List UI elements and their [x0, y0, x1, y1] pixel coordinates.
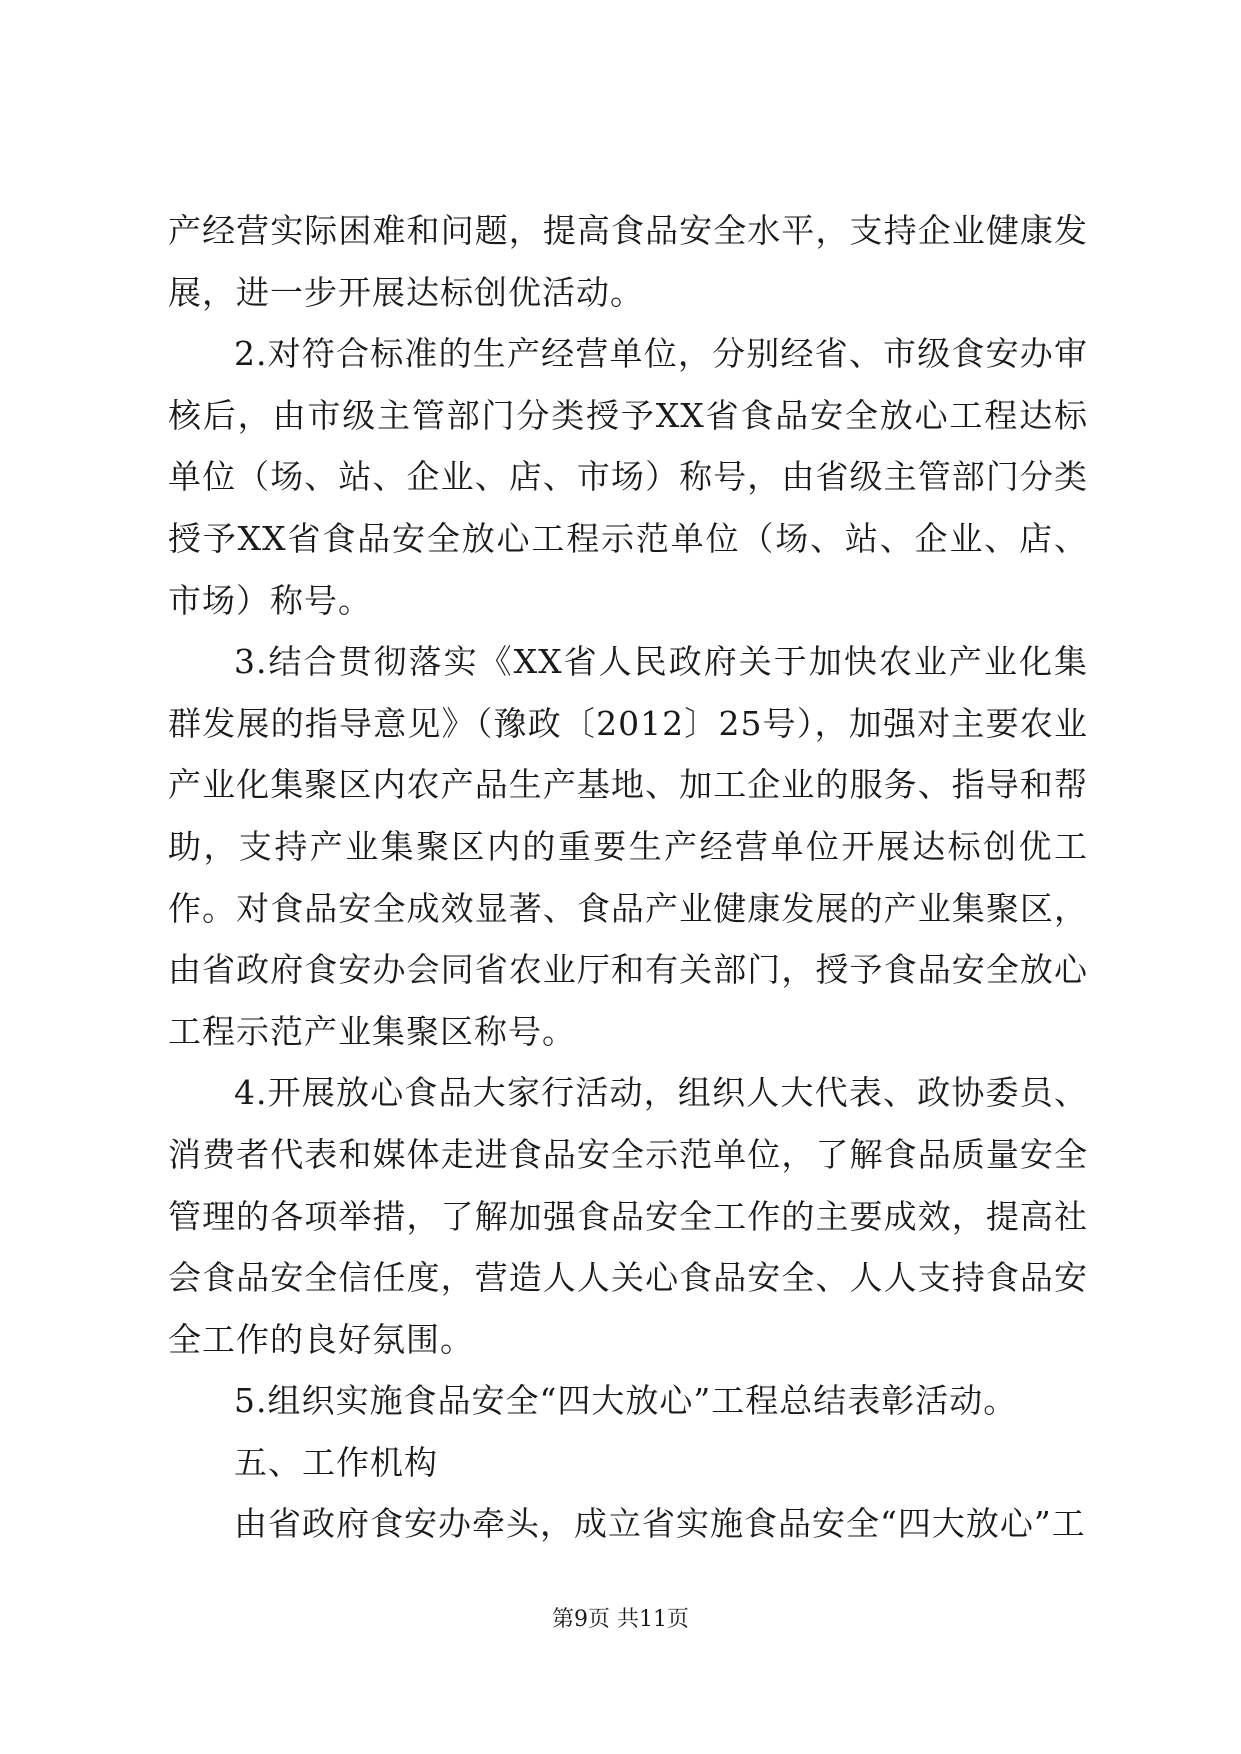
paragraph-3: 3.结合贯彻落实《XX省人民政府关于加快农业产业化集群发展的指导意见》（豫政〔2012〕25号），加强对主要农业产业化集聚区内农产品生产基地、加工企业的服务、指导和帮助，支持产业集聚区内的重要生产经营单位开展达标创优工作。对食品安全成效显著、食品产业健康发展的产业集聚区，由省政府食安办会同省农业厅和有关部门，授予食品安全放心工程示范产业集聚区称号。 [168, 642, 1088, 1051]
document-body [168, 200, 1088, 1555]
paragraph-4: 4.开展放心食品大家行活动，组织人大代表、政协委员、消费者代表和媒体走进食品安全示范单位，了解食品质量安全管理的各项举措，了解加强食品安全工作的主要成效，提高社会食品安全信任度，营造人人关心食品安全、人人支持食品安全工作的良好氛围。 [168, 1073, 1088, 1359]
paragraph-5: 5.组织实施食品安全“四大放心”工程总结表彰活动。 [234, 1381, 1018, 1421]
section-heading: 五、工作机构 [234, 1442, 438, 1482]
paragraph-2: 2.对符合标准的生产经营单位，分别经省、市级食安办审核后，由市级主管部门分类授予XX省食品安全放心工程达标单位（场、站、企业、店、市场）称号，由省级主管部门分类授予XX省食品安全放心工程示范单位（场、站、企业、店、市场）称号。 [168, 334, 1088, 620]
page-number-footer: 第9页 共11页 [552, 1607, 689, 1632]
paragraph-1: 产经营实际困难和问题，提高食品安全水平，支持企业健康发展，进一步开展达标创优活动。 [168, 211, 1088, 312]
paragraph-7: 由省政府食安办牵头，成立省实施食品安全“四大放心”工 [234, 1504, 1086, 1544]
